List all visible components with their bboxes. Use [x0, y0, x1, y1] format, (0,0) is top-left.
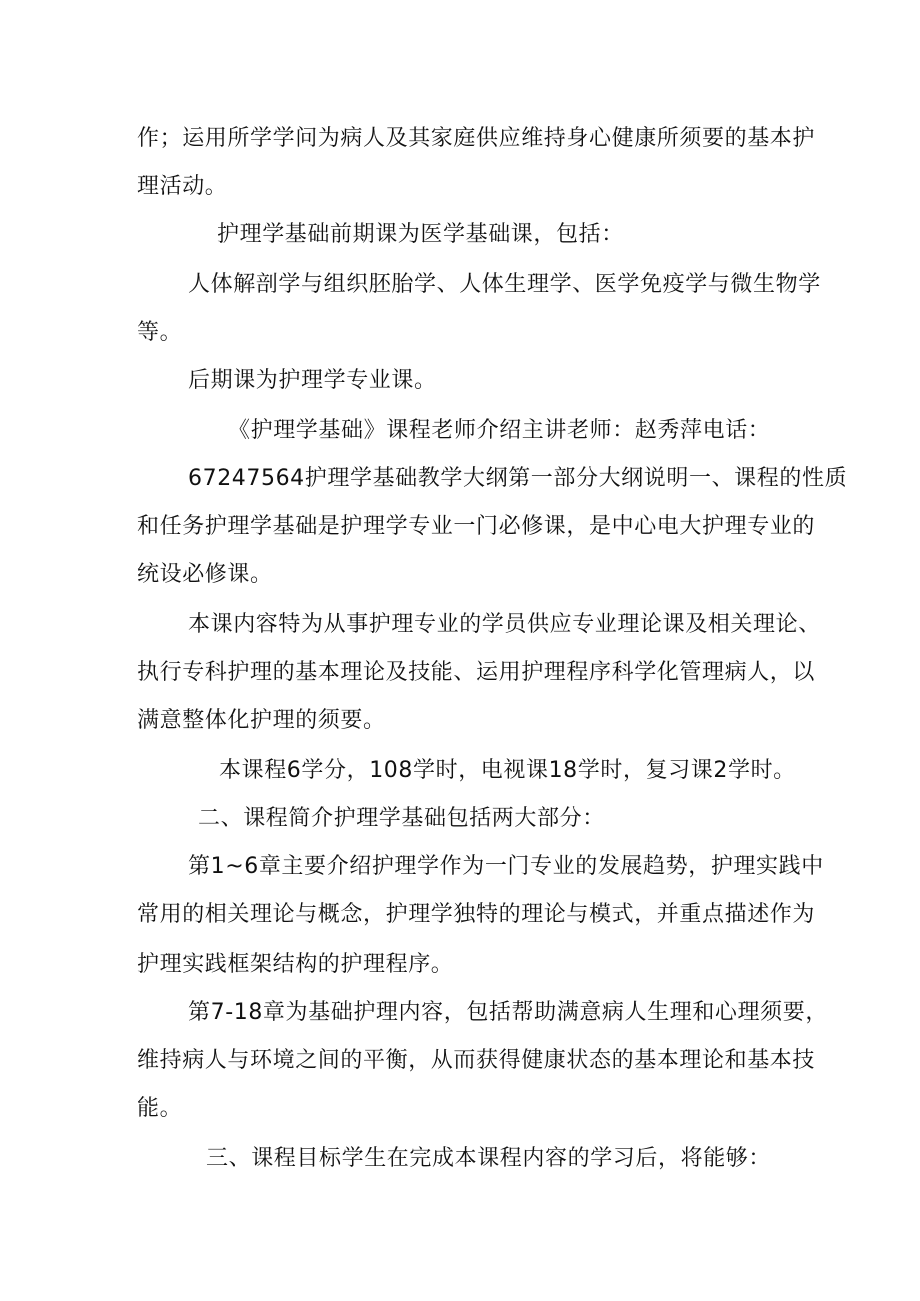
text-line: 维持病人与环境之间的平衡，从而获得健康状态的基本理论和基本技 — [137, 1048, 816, 1073]
text-line: 后期课为护理学专业课。 — [188, 368, 437, 393]
text-line: 第7-18章为基础护理内容，包括帮助满意病人生理和心理须要， — [188, 1000, 828, 1025]
text-line: 执行专科护理的基本理论及技能、运用护理程序科学化管理病人，以 — [137, 660, 816, 685]
text-line: 护理实践框架结构的护理程序。 — [137, 952, 454, 977]
text-line: 人体解剖学与组织胚胎学、人体生理学、医学免疫学与微生物学 — [188, 272, 821, 297]
text-line: 三、课程目标学生在完成本课程内容的学习后，将能够： — [206, 1146, 772, 1171]
text-line: 理活动。 — [137, 174, 228, 199]
text-line: 常用的相关理论与概念，护理学独特的理论与模式，并重点描述作为 — [137, 902, 816, 927]
text-line: 本课内容特为从事护理专业的学员供应专业理论课及相关理论、 — [188, 612, 821, 637]
text-line: 满意整体化护理的须要。 — [137, 708, 386, 733]
text-line: 统设必修课。 — [137, 562, 273, 587]
text-line: 和任务护理学基础是护理学专业一门必修课，是中心电大护理专业的 — [137, 514, 816, 539]
text-line: 《护理学基础》课程老师介绍主讲老师：赵秀萍电话： — [228, 418, 771, 443]
text-line: 本课程6学分，108学时，电视课18学时，复习课2学时。 — [219, 758, 796, 783]
text-line: 护理学基础前期课为医学基础课，包括： — [217, 222, 624, 247]
text-line: 能。 — [137, 1096, 183, 1121]
text-line: 二、课程简介护理学基础包括两大部分： — [198, 806, 605, 831]
text-line: 等。 — [137, 320, 183, 345]
text-line: 第1~6章主要介绍护理学作为一门专业的发展趋势，护理实践中 — [188, 854, 824, 879]
text-line: 作；运用所学学问为病人及其家庭供应维持身心健康所须要的基本护 — [137, 126, 816, 151]
text-line: 67247564护理学基础教学大纲第一部分大纲说明一、课程的性质 — [188, 466, 848, 491]
